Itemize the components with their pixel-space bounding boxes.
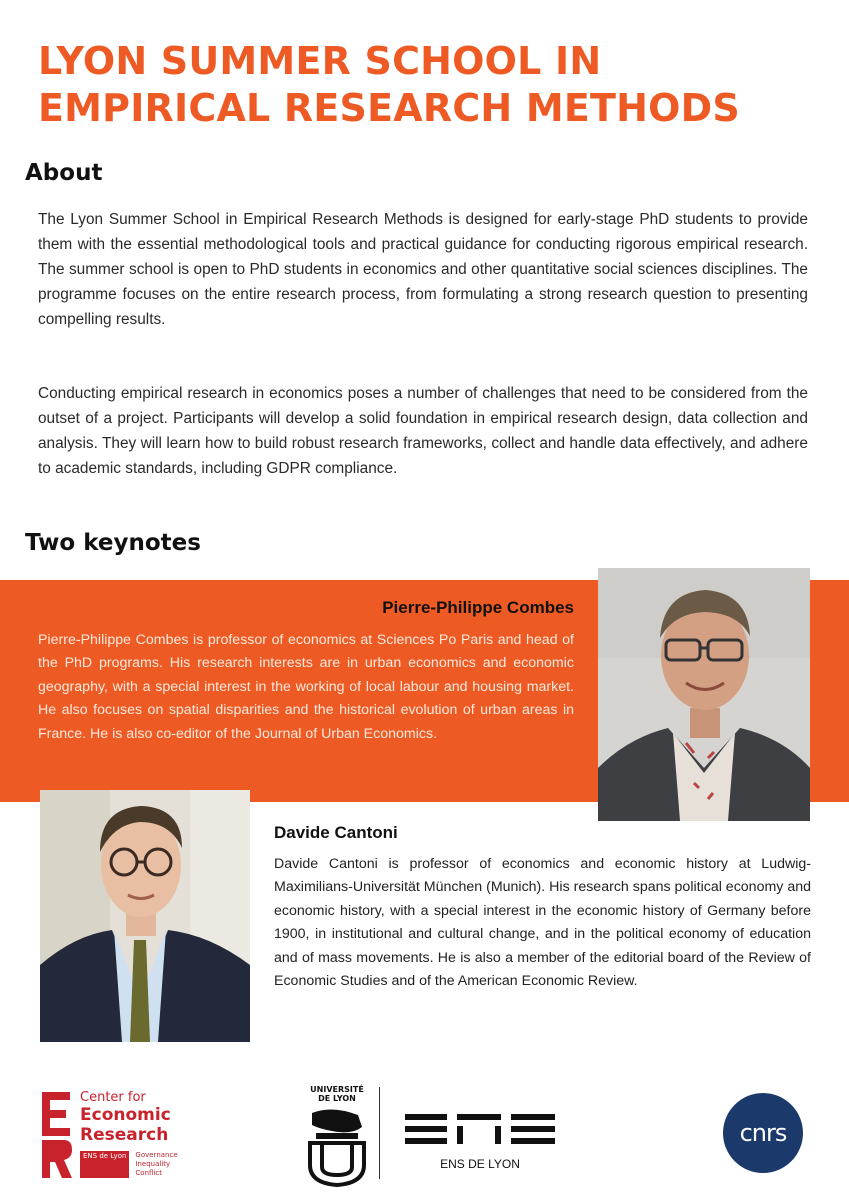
ens-caption: ENS DE LYON bbox=[440, 1157, 520, 1171]
cer-title bbox=[80, 1090, 178, 1178]
speaker-1-name: Pierre-Philippe Combes bbox=[382, 598, 574, 617]
cer-mark-icon bbox=[40, 1090, 74, 1180]
speaker-1-photo bbox=[598, 568, 810, 821]
title-line-2: EMPIRICAL RESEARCH METHODS bbox=[38, 86, 740, 130]
keynotes-heading: Two keynotes bbox=[25, 530, 201, 556]
cer-line-2: Economic bbox=[80, 1105, 171, 1125]
cer-sub-1: Governance bbox=[135, 1151, 178, 1159]
cer-tag: ENS de Lyon bbox=[80, 1151, 129, 1178]
about-paragraph-2: Conducting empirical research in economics poses a number of challenges that need to be considered from the outset of a project. Participants will develop a solid foundation in empirical research design, data collection and analysis. They will learn how to build robust research frameworks, collect and handle data effectively, and adhere to academic standards, including GDPR compliance. bbox=[38, 385, 808, 477]
ul-line-1: UNIVERSITÉ bbox=[310, 1085, 364, 1094]
ens-de-lyon-logo bbox=[395, 1100, 565, 1180]
speaker-1-portrait-icon bbox=[598, 568, 810, 821]
lion-crest-icon bbox=[302, 1105, 372, 1187]
cer-logo bbox=[40, 1090, 230, 1180]
speaker-1-bio: Pierre-Philippe Combes is professor of economics at Sciences Po Paris and head of the PhD programs. His research interests are in urban economics and economic geography, with a special interest in the working of local labour and housing market. He also focuses on spatial disparities and the historical evolution of urban areas in France. He is also co-editor of the Journal of Urban Economics. bbox=[38, 632, 574, 742]
ul-line-2: DE LYON bbox=[318, 1094, 356, 1103]
about-paragraph-1: The Lyon Summer School in Empirical Research Methods is designed for early-stage PhD students to provide them with the essential methodological tools and practical guidance for conducting rigorous empirical research. The summer school is open to PhD students in economics and other quantitative social sciences disciplines. The programme focuses on the entire research process, from formulating a strong research question to presenting compelling results. bbox=[38, 211, 808, 328]
speaker-2-portrait-icon bbox=[40, 790, 250, 1042]
speaker-2-bio: Davide Cantoni is professor of economics and economic history at Ludwig-Maximilians-Universität München (Munich). His research spans political economy and economic history, with a special interest in the economic history of Germany before 1900, in institutional and cultural change, and in the political economy of education and of mass movements. He is also a member of the editorial board of the Review of Economic Studies and of the American Economic Review. bbox=[274, 856, 811, 990]
speaker-2-photo bbox=[40, 790, 250, 1042]
cnrs-wordmark: cnrs bbox=[739, 1119, 787, 1147]
cer-line-3: Research bbox=[80, 1125, 169, 1145]
title-line-1: LYON SUMMER SCHOOL IN bbox=[38, 39, 602, 83]
speaker-2-name: Davide Cantoni bbox=[274, 823, 398, 842]
about-heading: About bbox=[25, 160, 103, 186]
ens-wordmark-icon bbox=[395, 1100, 565, 1150]
page-title bbox=[38, 38, 828, 132]
cer-sub-3: Conflict bbox=[135, 1169, 162, 1177]
cer-line-1: Center for bbox=[80, 1090, 146, 1105]
cnrs-logo bbox=[723, 1093, 803, 1173]
cer-sub-2: Inequality bbox=[135, 1160, 171, 1168]
